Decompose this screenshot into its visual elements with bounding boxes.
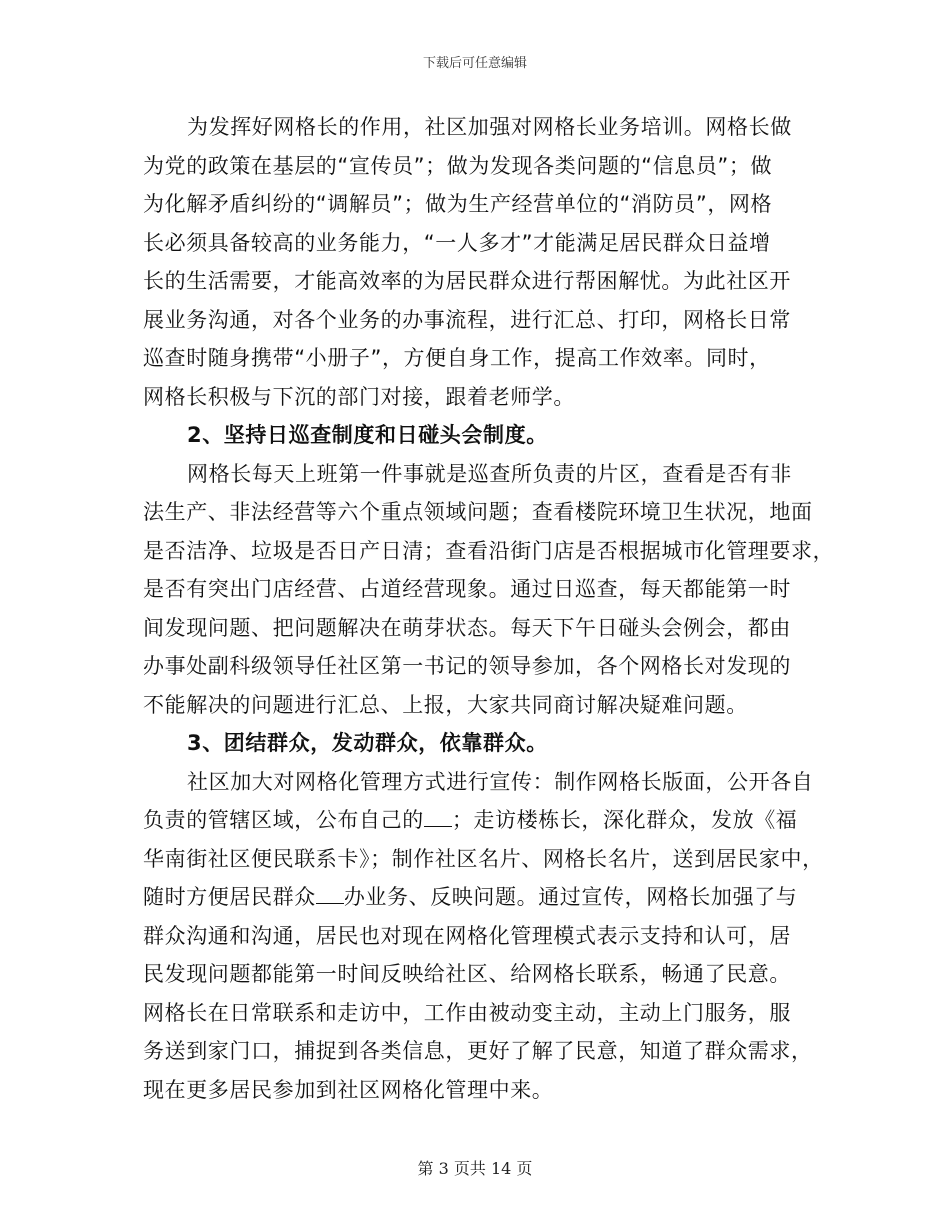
paragraph-line: 为化解矛盾纠纷的“调解员”；做为生产经营单位的“消防员”，网格 [143,192,773,216]
paragraph-line: 为发挥好网格长的作用，社区加强对网格长业务培训。网格长做 [187,115,792,139]
text-segment: 负责的管辖区域，公布自己的 [143,808,424,832]
paragraph-line: 展业务沟通，对各个业务的办事流程，进行汇总、打印，网格长日常 [143,307,791,332]
paragraph-line: 是否洁净、垃圾是否日产日清；查看沿街门店是否根据城市化管理要求， [143,538,835,563]
paragraph-line: 社区加大对网格化管理方式进行宣传：制作网格长版面，公开各自 [187,769,814,794]
text-segment: 随时方便居民群众 [143,885,316,909]
paragraph-line: 网格长在日常联系和走访中，工作由被动变主动，主动上门服务，服 [143,1000,791,1025]
paragraph-line [143,878,803,917]
section-heading: 2、坚持日巡查制度和日碰头会制度。 [187,423,548,447]
paragraph-line: 网格长每天上班第一件事就是巡查所负责的片区，查看是否有非 [187,461,792,486]
document-body [143,108,835,1109]
text-segment: 办业务、反映问题。通过宣传，网格长加强了与 [343,885,798,909]
paragraph-line: 长必须具备较高的业务能力，“一人多才”才能满足居民群众日益增 [143,230,771,255]
paragraph-line [143,801,803,840]
paragraph-line: 群众沟通和沟通，居民也对现在网格化管理模式表示支持和认可，居 [143,923,791,948]
paragraph-line: 间发现问题、把问题解决在萌芽状态。每天下午日碰头会例会，都由 [143,615,791,640]
paragraph-line: 巡查时随身携带“小册子”，方便自身工作，提高工作效率。同时， [143,346,771,370]
page-header: 下载后可任意编辑 [422,56,527,71]
text-segment: ；走访楼栋长，深化群众，发放《福 [451,808,798,832]
blank-underline [424,806,452,827]
paragraph-line: 网格长积极与下沉的部门对接，跟着老师学。 [143,384,575,409]
paragraph-line: 华南街社区便民联系卡》；制作社区名片、网格长名片，送到居民家中， [143,846,824,871]
section-heading: 3、团结群众，发动群众，依靠群众。 [187,731,548,755]
paragraph-line: 不能解决的问题进行汇总、上报，大家共同商讨解决疑难问题。 [143,692,748,717]
paragraph-line: 现在更多居民参加到社区网格化管理中来。 [143,1077,554,1102]
paragraph-line: 长的生活需要，才能高效率的为居民群众进行帮困解忧。为此社区开 [143,269,791,293]
blank-underline [316,883,344,904]
paragraph-line: 是否有突出门店经营、占道经营现象。通过日巡查，每天都能第一时 [143,577,791,601]
page-number: 第 3 页共 14 页 [417,1159,533,1178]
paragraph-line: 民发现问题都能第一时间反映给社区、给网格长联系，畅通了民意。 [143,962,791,986]
paragraph-line: 法生产、非法经营等六个重点领域问题；查看楼院环境卫生状况，地面 [143,500,813,524]
paragraph-line: 办事处副科级领导任社区第一书记的领导参加，各个网格长对发现的 [143,654,791,678]
paragraph-line: 务送到家门口，捕捉到各类信息，更好了解了民意，知道了群众需求， [143,1039,813,1063]
paragraph-line: 为党的政策在基层的“宣传员”；做为发现各类问题的“信息员”；做 [143,153,773,178]
